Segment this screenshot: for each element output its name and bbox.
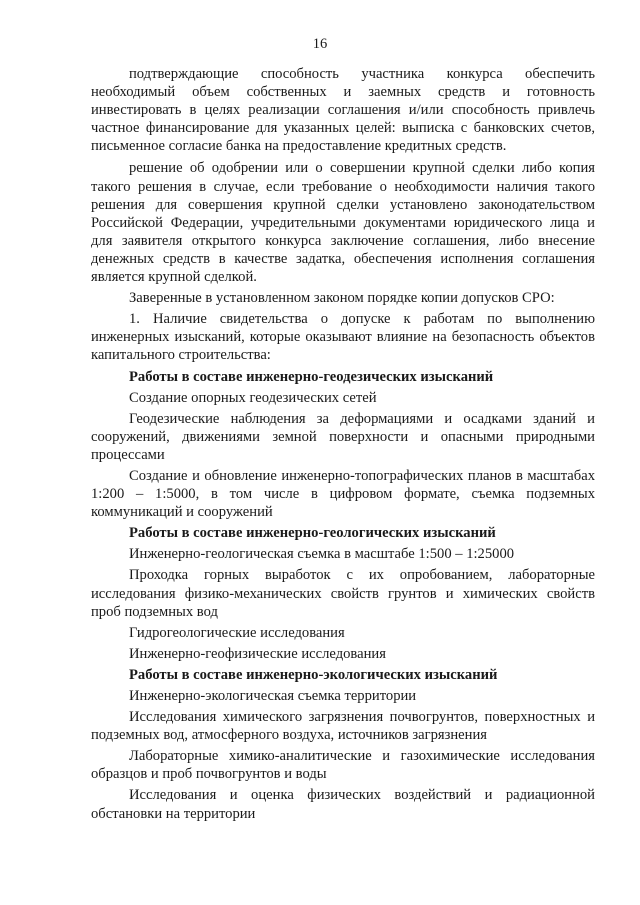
heading-ecological-surveys: Работы в составе инженерно-экологических изысканий bbox=[129, 666, 498, 683]
paragraph-financial-confirmation: подтверждающие способность участника конкурса обеспечить необходимый объем собственных и заемных средств и готовность инвестировать в целях реализации соглашения и/или способность привлечь частное финансирование для указанных целей: выписка с банковских счетов, письменное согласие банка на предоставление кредитных средств. bbox=[91, 66, 595, 155]
paragraph-survey-certificate: 1. Наличие свидетельства о допуске к работам по выполнению инженерных изысканий, которые оказывают влияние на безопасность объектов капитального строительства: bbox=[91, 311, 595, 364]
item-hydrogeological-research: Гидрогеологические исследования bbox=[129, 624, 345, 641]
page-number: 16 bbox=[312, 36, 328, 52]
item-geodetic-networks: Создание опорных геодезических сетей bbox=[129, 389, 377, 406]
paragraph-major-transaction-decision: решение об одобрении или о совершении крупной сделки либо копия такого решения в случае, если требование о необходимости наличия такого решения для совершения крупной сделки установлено законодательством Российской Федерации, учредительными документами юридического лица и для заявителя открытого конкурса заключение соглашения, либо внесение денежных средств в качестве задатка, обеспечения исполнения соглашения является крупной сделкой. bbox=[91, 160, 595, 286]
heading-geological-surveys: Работы в составе инженерно-геологических изысканий bbox=[129, 525, 496, 542]
document-body bbox=[91, 65, 595, 823]
item-mine-workings: Проходка горных выработок с их опробованием, лабораторные исследования физико-механических свойств грунтов и химических свойств проб подземных вод bbox=[91, 567, 595, 620]
item-chemical-pollution-research: Исследования химического загрязнения почвогрунтов, поверхностных и подземных вод, атмосферного воздуха, источников загрязнения bbox=[91, 709, 595, 744]
item-ecological-mapping: Инженерно-экологическая съемка территории bbox=[129, 688, 417, 704]
item-geodetic-observations: Геодезические наблюдения за деформациями и осадками зданий и сооружений, движениями земной поверхности и опасными природными процессами bbox=[91, 410, 595, 463]
paragraph-sro-permits: Заверенные в установленном законом порядке копии допусков СРО: bbox=[129, 290, 555, 307]
item-laboratory-analysis: Лабораторные химико-аналитические и газохимические исследования образцов и проб почвогрунтов и воды bbox=[91, 748, 595, 783]
item-topographic-plans: Создание и обновление инженерно-топографических планов в масштабах 1:200 – 1:5000, в том числе в цифровом формате, съемка подземных коммуникаций и сооружений bbox=[91, 467, 595, 521]
item-physical-radiation-assessment: Исследования и оценка физических воздействий и радиационной обстановки на территории bbox=[91, 787, 595, 822]
item-geophysical-research: Инженерно-геофизические исследования bbox=[129, 645, 386, 662]
item-geological-mapping: Инженерно-геологическая съемка в масштабе 1:500 – 1:25000 bbox=[129, 546, 515, 563]
heading-geodetic-surveys: Работы в составе инженерно-геодезических изысканий bbox=[129, 368, 494, 385]
